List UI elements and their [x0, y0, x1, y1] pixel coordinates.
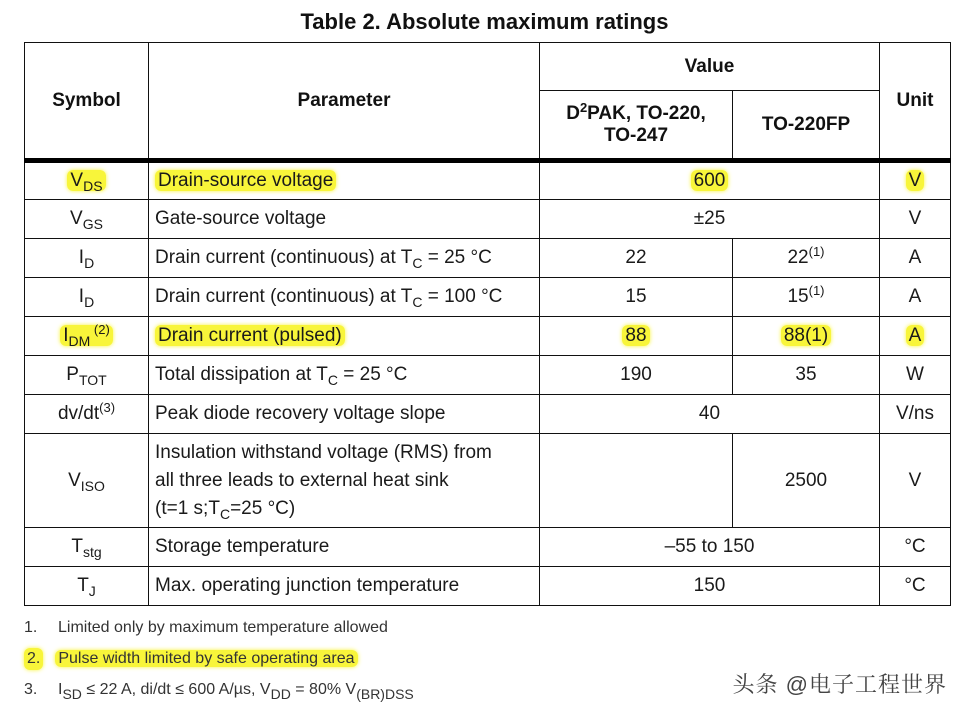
symbol-cell: $I_{DM}$ $^{(2)}$: [60, 325, 113, 346]
value-cell: 600: [691, 170, 729, 191]
value-cell-2: 88(1): [781, 325, 831, 346]
header-value: Value: [540, 43, 880, 91]
parameter-cell: Drain current (continuous) at $T_C = 100$ °C: [149, 278, 540, 317]
unit-cell: A: [880, 239, 951, 278]
unit-cell: °C: [880, 567, 951, 606]
value-cell: –55 to 150: [540, 528, 880, 567]
symbol-cell: $dv/dt^{(3)}$: [25, 395, 149, 434]
value-cell-2: 2500: [733, 434, 880, 528]
unit-cell: V: [906, 170, 925, 191]
value-cell-1: 15: [540, 278, 733, 317]
table-row: [25, 278, 951, 317]
watermark: 头条 @电子工程世界: [732, 672, 947, 697]
table-row: [25, 317, 951, 356]
table-row: [25, 567, 951, 606]
parameter-cell: Insulation withstand voltage (RMS) from all three leads to external heat sink (t=1 $s;T_C=25$ °C): [149, 434, 540, 528]
parameter-cell: Total dissipation at $T_C = 25$ °C: [149, 356, 540, 395]
parameter-cell: Drain current (continuous) at $T_C = 25$ °C: [149, 239, 540, 278]
footnote-1: 1. Limited only by maximum temperature allowed: [24, 619, 388, 636]
value-cell-2: 22$^{(1)}$: [733, 239, 880, 278]
symbol-cell: $I_D$: [25, 239, 149, 278]
unit-cell: V: [880, 200, 951, 239]
table-row: [25, 395, 951, 434]
unit-cell: °C: [880, 528, 951, 567]
table-row: [25, 434, 951, 528]
table-row: [25, 200, 951, 239]
header-package-1: $D^2PAK$, TO-220, TO-247: [540, 91, 733, 161]
header-parameter: Parameter: [149, 43, 540, 161]
unit-cell: V/ns: [880, 395, 951, 434]
value-cell: 40: [540, 395, 880, 434]
parameter-cell: Gate-source voltage: [149, 200, 540, 239]
unit-cell: A: [906, 325, 925, 346]
symbol-cell: $T_{stg}$: [25, 528, 149, 567]
parameter-cell: Drain current (pulsed): [155, 325, 345, 346]
symbol-cell: $V_{GS}$: [25, 200, 149, 239]
table-row: [25, 356, 951, 395]
footnote-2: 2. Pulse width limited by safe operating area: [24, 648, 414, 679]
table-row: [25, 528, 951, 567]
footnotes: [24, 617, 414, 710]
symbol-cell: $V_{ISO}$: [25, 434, 149, 528]
header-package-2: TO-220FP: [733, 91, 880, 161]
value-cell-2: 35: [733, 356, 880, 395]
value-cell-1: 190: [540, 356, 733, 395]
header-symbol: Symbol: [25, 43, 149, 161]
absolute-max-ratings-table: [24, 42, 951, 606]
header-unit: Unit: [880, 43, 951, 161]
table-row: [25, 239, 951, 278]
unit-cell: A: [880, 278, 951, 317]
footnote-3: 3. $I_{SD} \le 22$ A, di/dt ≤ 600 A/µs, $V_{DD} = 80\%$ $V_{(BR)DSS}$: [24, 681, 414, 702]
parameter-cell: Peak diode recovery voltage slope: [149, 395, 540, 434]
unit-cell: V: [880, 434, 951, 528]
unit-cell: W: [880, 356, 951, 395]
table-row: [25, 161, 951, 200]
symbol-cell: $P_{TOT}$: [25, 356, 149, 395]
value-cell: 150: [540, 567, 880, 606]
value-cell-2: 15$^{(1)}$: [733, 278, 880, 317]
value-cell-1: 88: [622, 325, 649, 346]
parameter-cell: Max. operating junction temperature: [149, 567, 540, 606]
symbol-cell: $V_{DS}$: [67, 170, 105, 191]
parameter-cell: Storage temperature: [149, 528, 540, 567]
value-cell-1: 22: [540, 239, 733, 278]
symbol-cell: $I_D$: [25, 278, 149, 317]
parameter-cell: Drain-source voltage: [155, 170, 336, 191]
symbol-cell: $T_J$: [25, 567, 149, 606]
value-cell: ±25: [540, 200, 880, 239]
value-cell-1: [540, 434, 733, 528]
table-title: Table 2. Absolute maximum ratings: [300, 9, 669, 34]
